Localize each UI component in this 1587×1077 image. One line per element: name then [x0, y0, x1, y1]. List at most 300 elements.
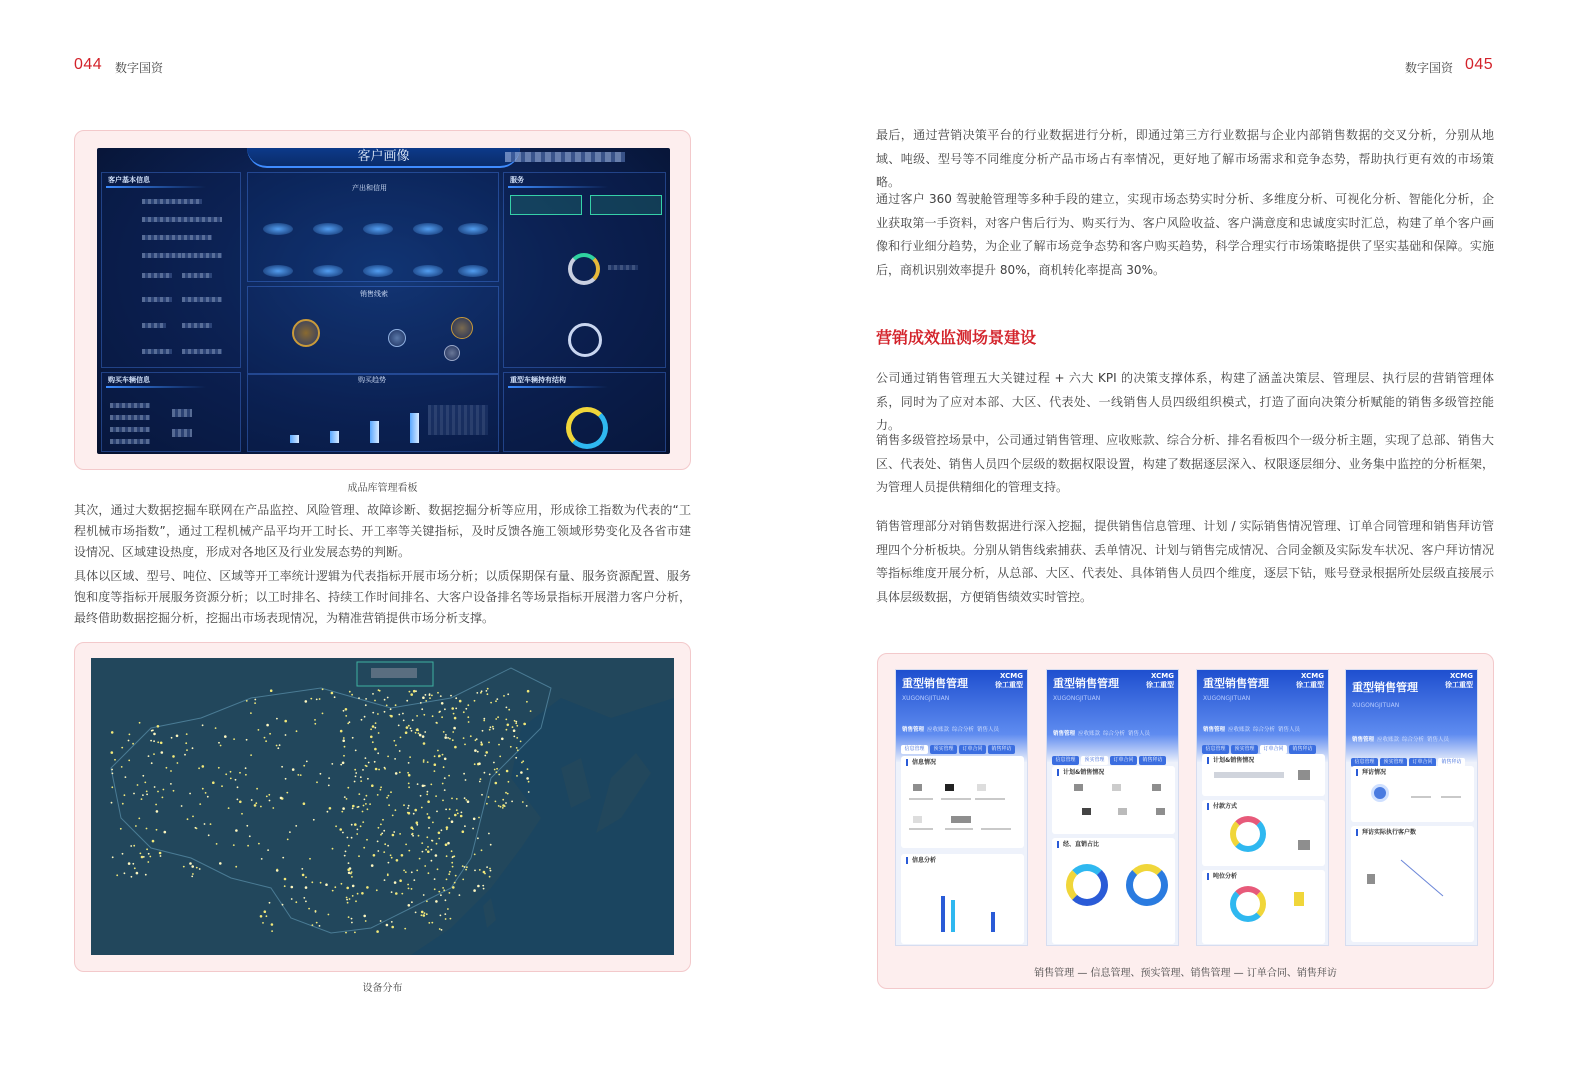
tab[interactable]: 应收账款 [927, 727, 950, 733]
equipment-dot [460, 815, 463, 818]
equipment-dot [447, 842, 450, 845]
equipment-dot [454, 746, 457, 749]
equipment-dot [442, 754, 444, 756]
equipment-dot [453, 713, 455, 715]
equipment-dot [348, 872, 351, 875]
equipment-dot [354, 823, 357, 826]
tab[interactable]: 综合分析 [1103, 731, 1126, 737]
equipment-dot [246, 739, 248, 741]
equipment-dot [306, 761, 308, 763]
equipment-dot [415, 732, 417, 734]
tab[interactable]: 销售管理 [1352, 737, 1375, 743]
equipment-dot [489, 729, 491, 731]
equipment-dot [412, 835, 414, 837]
chip[interactable]: 订单合同 [1110, 756, 1137, 765]
equipment-dot [265, 740, 267, 742]
left-paragraph-2: 具体以区域、型号、吨位、区域等开工率统计逻辑为代表指标开展市场分析；以质保期保有量、服务资源配置、服务饱和度等指标开展服务资源分析；以工时排名、持续工作时间排名、大客户设备排名等场景指标开展潜力客户分析，最终借助数据挖掘分析，挖掘出市场表现情况，为精准营销提供市场分析支撑。 [74, 569, 691, 625]
equipment-dot [407, 884, 409, 886]
equipment-dot [506, 707, 508, 709]
equipment-dot [505, 802, 507, 804]
equipment-dot [219, 862, 222, 865]
tab[interactable]: 应收账款 [1377, 737, 1400, 743]
equipment-dot [378, 769, 380, 771]
right-running-head: 数字国资 [1405, 61, 1454, 75]
equipment-dot [132, 863, 134, 865]
equipment-dot [438, 832, 441, 835]
equipment-dot [456, 809, 458, 811]
equipment-dot [498, 805, 500, 807]
equipment-dot [427, 813, 429, 815]
chip[interactable]: 信息管理 [1052, 756, 1079, 765]
chip[interactable]: 销售拜访 [1289, 745, 1316, 754]
tab[interactable]: 综合分析 [952, 727, 975, 733]
equipment-dot [172, 755, 175, 758]
equipment-dot [399, 833, 401, 835]
equipment-dot [258, 843, 260, 845]
equipment-dot [351, 871, 353, 873]
phones-caption: 销售管理 — 信息管理、预实管理、销售管理 — 订单合同、销售拜访 [1034, 968, 1337, 979]
equipment-dot [360, 780, 362, 782]
equipment-dot [235, 829, 238, 832]
equipment-dot [285, 734, 287, 736]
equipment-dot [431, 840, 433, 842]
equipment-dot [316, 781, 318, 783]
equipment-dot [347, 902, 349, 904]
equipment-dot [484, 772, 486, 774]
equipment-dot [251, 799, 253, 801]
equipment-dot [348, 845, 350, 847]
equipment-dot [489, 868, 491, 870]
chip[interactable]: 销售拜访 [1139, 756, 1166, 765]
equipment-dot [296, 730, 298, 732]
equipment-dot [401, 854, 404, 857]
equipment-dot [311, 881, 313, 883]
equipment-dot [482, 885, 484, 887]
equipment-dot [434, 755, 436, 757]
tab[interactable]: 销售管理 [902, 727, 925, 733]
equipment-dot [267, 849, 269, 851]
equipment-dot [401, 893, 403, 895]
equipment-dot [467, 800, 470, 803]
equipment-dot [128, 740, 130, 742]
equipment-dot [454, 814, 457, 817]
card-title: 信息情况 [906, 759, 936, 766]
equipment-dot [186, 749, 188, 751]
tab[interactable]: 综合分析 [1402, 737, 1425, 743]
chip[interactable]: 订单合同 [1260, 745, 1287, 754]
equipment-dot [421, 914, 423, 916]
equipment-dot [389, 715, 391, 717]
vehicle-structure-panel-title: 重型车辆持有结构 [510, 376, 566, 384]
equipment-dot [354, 932, 356, 934]
equipment-dot [225, 773, 227, 775]
equipment-dot [358, 793, 360, 795]
equipment-dot [463, 711, 465, 713]
chip[interactable]: 信息管理 [1202, 745, 1229, 754]
phone-title: 重型销售管理 [902, 677, 968, 690]
equipment-dot [474, 870, 476, 872]
equipment-dot [269, 733, 271, 735]
equipment-dot [378, 827, 380, 829]
equipment-dot [520, 771, 523, 774]
equipment-dot [444, 736, 447, 739]
equipment-dot [483, 888, 485, 890]
equipment-dot [408, 774, 411, 777]
chip[interactable]: 预实管理 [1081, 756, 1108, 765]
card-title: 计划&销售情况 [1207, 757, 1254, 764]
equipment-dot [366, 765, 368, 767]
equipment-dot [445, 918, 447, 920]
card-title: 吨位分析 [1207, 873, 1237, 880]
chip[interactable]: 预实管理 [1380, 758, 1407, 767]
equipment-dot [424, 912, 426, 914]
equipment-dot [399, 772, 401, 774]
equipment-dot [459, 700, 462, 703]
equipment-dot [366, 886, 369, 889]
equipment-dot [445, 899, 447, 901]
equipment-dot [467, 704, 469, 706]
equipment-dot [210, 823, 212, 825]
equipment-dot [398, 725, 400, 727]
equipment-dot [349, 721, 351, 723]
equipment-dot [302, 874, 305, 877]
chip[interactable]: 销售拜访 [1438, 758, 1465, 767]
equipment-dot [346, 798, 348, 800]
equipment-dot [342, 807, 345, 810]
equipment-dot [441, 716, 443, 718]
right-paragraph-4: 销售多级管控场景中，公司通过销售管理、应收账款、综合分析、排名看板四个一级分析主题，实现了总部、销售大区、代表处、销售人员四个层级的数据权限设置，构建了数据逐层深入、权限逐层细分、业务集中监控的分析框架，为管理人员提供精细化的管理支持。 [876, 433, 1494, 494]
equipment-dot [426, 900, 428, 902]
equipment-dot [146, 794, 148, 796]
equipment-dot [451, 850, 453, 852]
equipment-dot [419, 734, 422, 737]
equipment-dot [454, 882, 456, 884]
equipment-dot [421, 911, 424, 914]
equipment-dot [424, 865, 426, 867]
equipment-dot [387, 845, 389, 847]
equipment-dot [392, 834, 395, 837]
equipment-dot [522, 801, 524, 803]
equipment-dot [346, 899, 348, 901]
equipment-dot [425, 700, 427, 702]
customer-portrait-dashboard [97, 148, 670, 454]
equipment-dot [202, 788, 204, 790]
phone-title: 重型销售管理 [1053, 677, 1119, 690]
equipment-dot [413, 879, 415, 881]
equipment-dot [516, 775, 518, 777]
equipment-dot [351, 824, 353, 826]
equipment-dot [423, 714, 425, 716]
equipment-dot [465, 779, 467, 781]
equipment-dot [442, 800, 444, 802]
equipment-dot [412, 833, 414, 835]
chip[interactable]: 预实管理 [1231, 745, 1258, 754]
equipment-dot [357, 829, 359, 831]
tab[interactable]: 销售人员 [977, 727, 1000, 733]
equipment-dot [362, 769, 364, 771]
equipment-dot [199, 803, 201, 805]
equipment-dot [347, 837, 349, 839]
equipment-dot [421, 842, 423, 844]
equipment-dot [388, 795, 390, 797]
equipment-dot [474, 763, 476, 765]
tab[interactable]: 应收账款 [1078, 731, 1101, 737]
equipment-dot [148, 755, 150, 757]
equipment-dot [459, 894, 461, 896]
equipment-dot [305, 886, 308, 889]
phone-card [1351, 766, 1474, 822]
chip[interactable]: 订单合同 [959, 745, 986, 754]
equipment-dot [395, 809, 397, 811]
equipment-dot [153, 753, 155, 755]
phone-subtitle: XUGONGJITUAN [1053, 695, 1101, 702]
equipment-dot [431, 849, 433, 851]
equipment-dot [441, 829, 443, 831]
output-credit-title: 产出和信用 [352, 184, 387, 192]
equipment-dot [438, 838, 440, 840]
equipment-dot [344, 855, 346, 857]
equipment-dot [351, 918, 353, 920]
equipment-dot [130, 845, 132, 847]
equipment-dot [461, 812, 463, 814]
equipment-dot [369, 803, 371, 805]
equipment-dot [295, 825, 297, 827]
equipment-dot [435, 854, 438, 857]
equipment-dot [439, 928, 441, 930]
equipment-dot [270, 689, 273, 692]
equipment-dot [483, 720, 485, 722]
tab[interactable]: 销售管理 [1203, 727, 1226, 733]
card-title: 信息分析 [906, 857, 936, 864]
equipment-dot [428, 922, 430, 924]
phone-card [1202, 754, 1325, 796]
equipment-dot [493, 762, 495, 764]
equipment-dot [374, 700, 376, 702]
equipment-dot [396, 859, 399, 862]
equipment-dot [462, 865, 464, 867]
equipment-dot [163, 789, 165, 791]
tab[interactable]: 销售人员 [1278, 727, 1301, 733]
equipment-dot [507, 724, 510, 727]
equipment-dot [408, 725, 410, 727]
equipment-dot [184, 754, 186, 756]
equipment-dot [409, 691, 411, 693]
equipment-dot [355, 750, 357, 752]
equipment-dot [487, 688, 489, 690]
equipment-dot [444, 777, 446, 779]
equipment-dot [245, 767, 247, 769]
equipment-dot [177, 762, 179, 764]
equipment-dot [437, 868, 439, 870]
equipment-dot [129, 734, 131, 736]
equipment-dot [260, 806, 262, 808]
equipment-dot [408, 812, 411, 815]
equipment-dot [434, 888, 436, 890]
equipment-dot [297, 774, 299, 776]
equipment-dot [266, 915, 268, 917]
equipment-dot [363, 805, 365, 807]
equipment-dot [492, 728, 494, 730]
equipment-dot [406, 726, 409, 729]
equipment-dot [145, 874, 147, 876]
equipment-dot [515, 723, 517, 725]
equipment-dot [157, 791, 159, 793]
equipment-dot [328, 785, 330, 787]
equipment-dot [449, 738, 451, 740]
equipment-dot [507, 693, 509, 695]
tab[interactable]: 销售管理 [1053, 731, 1076, 737]
equipment-dot [524, 723, 526, 725]
equipment-dot [390, 708, 392, 710]
equipment-dot [187, 818, 189, 820]
equipment-dot [374, 727, 376, 729]
phone-card [1052, 838, 1175, 944]
equipment-dot [241, 813, 243, 815]
equipment-dot [111, 786, 113, 788]
equipment-dot [473, 818, 476, 821]
equipment-dot [154, 786, 156, 788]
equipment-dot [352, 808, 354, 810]
xcmg-logo-text: XCMG [1151, 672, 1174, 680]
equipment-dot [388, 862, 390, 864]
equipment-dot [224, 735, 227, 738]
equipment-dot [411, 730, 413, 732]
card-title: 计划&销售情况 [1057, 769, 1104, 776]
equipment-dot [365, 757, 367, 759]
equipment-dot [488, 796, 490, 798]
equipment-dot [505, 719, 507, 721]
equipment-dot [136, 872, 139, 875]
equipment-dot [445, 809, 447, 811]
equipment-dot [134, 867, 136, 869]
equipment-dot [354, 769, 356, 771]
equipment-dot [417, 783, 419, 785]
equipment-dot [141, 798, 143, 800]
equipment-dot [354, 781, 356, 783]
equipment-dot [405, 871, 407, 873]
phone-primary-tabs [902, 716, 1022, 733]
chip[interactable]: 订单合同 [1409, 758, 1436, 767]
equipment-dot [371, 864, 374, 867]
equipment-dot [432, 715, 434, 717]
equipment-dot [377, 794, 379, 796]
equipment-dot [441, 702, 444, 705]
equipment-dot [212, 781, 215, 784]
equipment-dot [508, 709, 510, 711]
equipment-dot [488, 742, 490, 744]
equipment-dot [371, 784, 374, 787]
equipment-dot [484, 755, 486, 757]
equipment-dot [527, 690, 530, 693]
equipment-dot [254, 699, 256, 701]
chip[interactable]: 信息管理 [901, 745, 928, 754]
equipment-dot [501, 738, 504, 741]
equipment-dot [421, 807, 423, 809]
chip[interactable]: 销售拜访 [988, 745, 1015, 754]
equipment-dot [284, 885, 286, 887]
tab[interactable]: 综合分析 [1253, 727, 1276, 733]
equipment-dot [387, 873, 389, 875]
equipment-dot [116, 874, 118, 876]
equipment-dot [291, 898, 293, 900]
equipment-dot [409, 756, 411, 758]
equipment-dot [215, 727, 217, 729]
equipment-dot [133, 845, 135, 847]
phone-card [1052, 766, 1175, 834]
equipment-dot [159, 852, 162, 855]
equipment-dot [455, 697, 457, 699]
equipment-dot [490, 702, 492, 704]
equipment-dot [502, 807, 504, 809]
equipment-dot [477, 885, 480, 888]
equipment-dot [352, 805, 355, 808]
phone-title: 重型销售管理 [1352, 681, 1418, 694]
equipment-dot [472, 828, 474, 830]
equipment-dot [310, 698, 312, 700]
equipment-dot [450, 918, 452, 920]
equipment-dot [434, 763, 437, 766]
equipment-dot [285, 778, 287, 780]
equipment-dot [436, 843, 438, 845]
equipment-dot [346, 887, 349, 890]
equipment-dot [526, 777, 529, 780]
xcmg-logo-cn: 徐工重型 [1146, 681, 1174, 689]
equipment-dot [132, 743, 134, 745]
equipment-dot [157, 741, 159, 743]
tab[interactable]: 应收账款 [1228, 727, 1251, 733]
equipment-dot [445, 734, 447, 736]
equipment-dot [300, 774, 302, 776]
equipment-dot [352, 737, 354, 739]
equipment-dot [325, 883, 328, 886]
map-caption: 设备分布 [362, 983, 403, 994]
equipment-dot [399, 879, 402, 882]
equipment-dot [375, 768, 378, 771]
equipment-dot [362, 821, 364, 823]
equipment-dot [153, 740, 155, 742]
chip[interactable]: 预实管理 [930, 745, 957, 754]
equipment-dot [358, 806, 360, 808]
chip[interactable]: 信息管理 [1351, 758, 1378, 767]
tab[interactable]: 销售人员 [1128, 731, 1151, 737]
tab[interactable]: 销售人员 [1427, 737, 1450, 743]
equipment-dot [416, 824, 418, 826]
equipment-dot [202, 765, 205, 768]
equipment-dot [124, 872, 126, 874]
equipment-dot [250, 754, 252, 756]
equipment-dot [448, 873, 450, 875]
equipment-dot [246, 700, 248, 702]
equipment-dot [327, 811, 329, 813]
equipment-dot [427, 761, 429, 763]
equipment-dot [465, 869, 467, 871]
equipment-dot [367, 808, 369, 810]
equipment-dot [420, 795, 422, 797]
equipment-dot [468, 721, 470, 723]
equipment-dot [454, 717, 457, 720]
equipment-dot [358, 855, 360, 857]
equipment-dot [355, 900, 357, 902]
equipment-dot [387, 756, 389, 758]
equipment-dot [425, 694, 427, 696]
equipment-dot [428, 816, 431, 819]
xcmg-logo-cn: 徐工重型 [1296, 681, 1324, 689]
equipment-dot [331, 763, 333, 765]
equipment-dot [395, 744, 397, 746]
equipment-dot [148, 853, 150, 855]
equipment-dot [125, 776, 127, 778]
equipment-dot [415, 912, 417, 914]
